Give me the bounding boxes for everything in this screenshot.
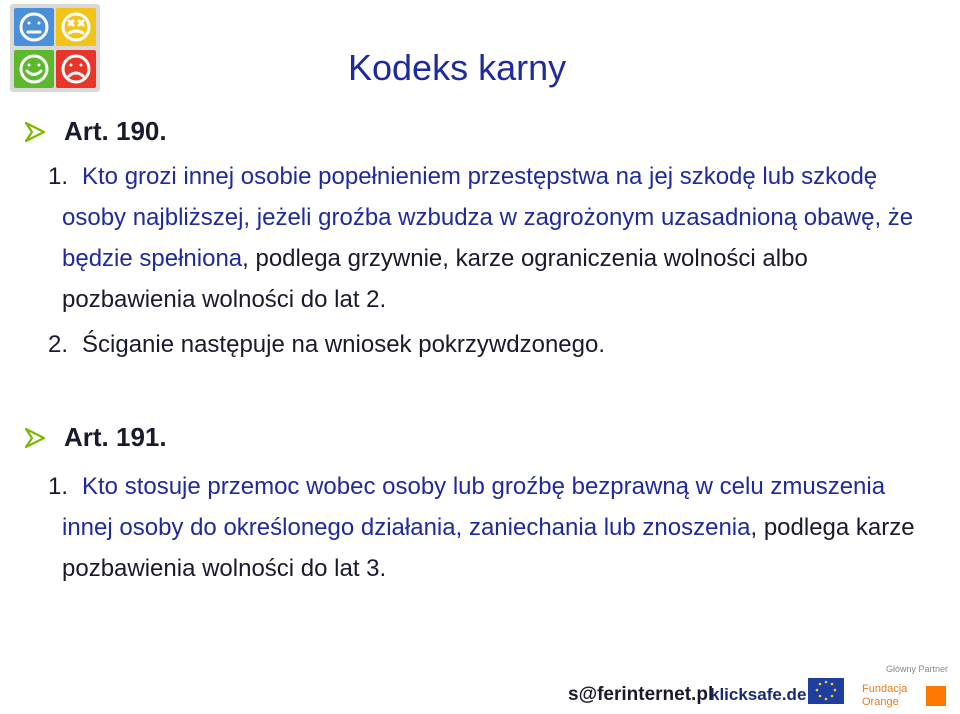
slide-title: Kodeks karny <box>348 47 567 88</box>
art-191-p1-blue-text: Kto stosuje przemoc wobec osoby lub groźbę bezprawną w celu zmuszenia innej osoby do określonego działania, zaniechania lub znoszenia <box>62 473 886 541</box>
art-190-paragraph-1 <box>48 156 922 320</box>
emoticons-logo-icon <box>10 4 100 92</box>
eu-flag-icon <box>808 678 844 704</box>
fundacja-orange-logo-icon <box>862 683 946 708</box>
footer-logos <box>560 660 960 714</box>
fundacja-text-line-1: Fundacja <box>862 683 908 695</box>
art-191-label: Art. 191. <box>64 422 167 452</box>
arrow-bullet-icon <box>24 427 46 449</box>
art-191-p1-black-text: , podlega karze pozbawienia wolności do lat 3. <box>62 514 915 582</box>
arrow-bullet-icon <box>24 121 46 143</box>
art-190-p2-text: Ściganie następuje na wniosek pokrzywdzonego. <box>82 331 605 358</box>
klicksafe-logo-icon <box>710 685 806 704</box>
art-190-p1-black-text: , podlega grzywnie, karze ograniczenia wolności albo pozbawienia wolności do lat 2. <box>62 245 808 313</box>
art-191-p1-number: 1. <box>48 473 69 500</box>
saferinternet-logo-icon <box>568 684 713 705</box>
art-190-p1-number: 1. <box>48 163 69 190</box>
art-191-paragraph-1 <box>48 466 922 589</box>
art-190-p1-blue-text: Kto grozi innej osobie popełnieniem przestępstwa na jej szkodę lub szkodę osoby najbliższej, jeżeli groźba wzbudza w zagrożonym uzasadnioną obawę, że będzie spełniona <box>62 163 914 272</box>
art-190-paragraph-2 <box>48 324 922 365</box>
saferinternet-wordmark: s@ferinternet.pl <box>568 684 714 705</box>
klicksafe-wordmark: klicksafe.de <box>710 685 807 704</box>
art-190-p2-number: 2. <box>48 331 69 358</box>
fundacja-text-line-2: Orange <box>862 696 899 708</box>
main-partner-label: Główny Partner <box>885 664 948 674</box>
art-190-label: Art. 190. <box>64 116 167 146</box>
